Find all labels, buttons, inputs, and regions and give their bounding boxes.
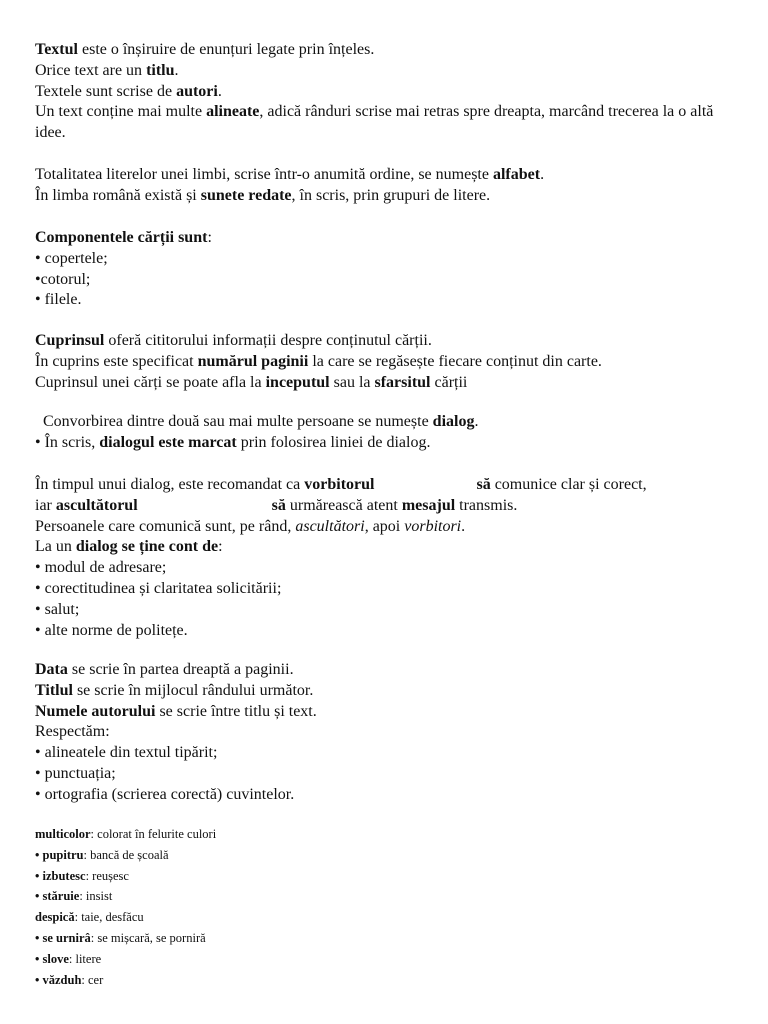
line [35,537,728,558]
glossary-entry [35,971,728,992]
term: să [271,496,286,514]
list-item: • punctuația; [35,764,116,782]
text: . [174,61,179,79]
list-item: • copertele; [35,249,108,267]
text: oferă cititorului informații despre conținutul cărții. [104,332,432,349]
paragraph-book-components [35,228,728,311]
glossary-term: multicolor [35,827,91,841]
text: iar [35,496,56,514]
text: la care se regăsește fiecare conținut din carte. [308,352,602,370]
line [35,61,728,82]
text: Totalitatea literelor unei limbi, scrise într-o anumită ordine, se numește [35,166,493,183]
text: În cuprins este specificat [35,352,198,370]
term: sunete redate [200,186,292,204]
term: ascultătorul [55,496,138,514]
text: Persoanele care comunică sunt, pe rând, [35,517,296,535]
glossary-term: • izbutesc [35,868,86,883]
paragraph-text-definition [35,40,728,144]
glossary-term: • se urnirâ [35,930,91,945]
paragraph-alphabet [35,165,728,207]
glossary-entry [35,846,728,867]
text: se scrie în partea dreaptă a paginii. [67,661,294,678]
term: inceputul [265,373,330,391]
list-item: •cotorul; [35,270,91,288]
glossary-term: • văzduh [35,972,82,987]
text: Un text conține mai multe [35,103,207,121]
line [35,517,728,538]
text: urmărească atent [285,496,402,514]
glossary-definition: : litere [68,951,102,966]
line [35,496,728,517]
text: . [217,82,222,100]
glossary-definition: : colorat în felurite culori [90,827,217,841]
text: , adică rânduri scrise mai retras spre dreapta, marcând trecerea la o altă idee. [35,103,714,142]
list-item: • filele. [35,291,82,309]
text: . [474,413,479,430]
line [35,331,728,352]
text: : [207,229,212,246]
term: vorbitorul [304,476,375,493]
glossary-definition: : se mișcară, se porniră [90,930,206,945]
list-item: • salut; [35,600,80,618]
term: să [476,476,491,493]
term: dialogul este marcat [99,433,237,451]
paragraph-contents [35,331,728,393]
glossary-entry [35,929,728,950]
paragraph-dialog [35,412,728,454]
text: Textele sunt scrise de [35,82,177,100]
glossary-definition: : taie, desfăcu [74,910,144,925]
line [35,165,728,186]
italic-term: vorbitori [404,517,462,535]
glossary-definition: : bancă de școală [83,847,169,862]
term: Data [35,661,68,678]
line [35,352,728,373]
term: alfabet [492,166,541,183]
line [35,373,728,394]
text: se scrie în mijlocul rândului următor. [72,681,314,699]
text: comunice clar și corect, [490,476,647,493]
text: , apoi [364,517,405,535]
glossary-term: • pupitru [35,847,84,862]
line [35,186,728,207]
glossary-definition: : insist [79,889,113,904]
italic-term: ascultători [295,517,365,535]
text: . [461,517,466,535]
text: : [218,538,223,556]
line [35,412,728,433]
term: autori [176,82,218,100]
list-item: • alineatele din textul tipărit; [35,744,218,762]
line: Respectăm: [35,723,110,741]
glossary-term: • stăruie [35,889,80,904]
line [35,102,728,144]
term: numărul paginii [197,352,309,370]
line [35,228,728,249]
list-item: • alte norme de politețe. [35,621,188,639]
text: cărții [430,373,468,391]
line [35,660,728,681]
heading: Componentele cărții sunt [35,229,208,246]
glossary-term: despică [35,910,75,925]
list-item: • modul de adresare; [35,559,167,577]
text: se scrie între titlu și text. [155,702,317,720]
glossary-entry [35,950,728,971]
term: Titlul [35,681,73,699]
glossary-term: • slove [35,951,69,966]
term: titlu [146,61,175,79]
text: transmis. [455,496,518,514]
text: • În scris, [35,433,100,451]
glossary-entry [35,867,728,888]
text: sau la [329,373,375,391]
text: În limba română există și [35,186,201,204]
glossary [35,825,728,991]
text: Orice text are un [35,61,147,79]
term: sfarsitul [374,373,431,391]
glossary-definition: : cer [81,972,104,987]
glossary-entry [35,825,728,846]
term: Textul [35,41,78,58]
line [35,40,728,61]
text: este o înșiruire de enunțuri legate prin înțeles. [77,41,375,58]
glossary-entry [35,908,728,929]
text: La un [35,538,76,556]
term: mesajul [401,496,456,514]
text: Convorbirea dintre două sau mai multe persoane se numește [43,413,433,430]
term: Numele autorului [35,702,156,720]
term: alineate [206,103,260,121]
line [35,475,728,496]
glossary-definition: : reușesc [85,868,129,883]
term: dialog [432,413,475,430]
paragraph-letter-format [35,660,728,806]
term: Cuprinsul [35,332,105,349]
line [35,681,728,702]
paragraph-dialog-rules [35,475,728,641]
text: Cuprinsul unei cărți se poate afla la [35,373,266,391]
line [35,433,728,454]
list-item: • corectitudinea și claritatea solicitării; [35,579,282,597]
text: . [540,166,545,183]
list-item: • ortografia (scrierea corectă) cuvintelor. [35,785,295,803]
text: , în scris, prin grupuri de litere. [291,186,491,204]
line [35,82,728,103]
term: dialog se ține cont de [75,538,219,556]
text: prin folosirea liniei de dialog. [236,433,431,451]
line [35,702,728,723]
text: În timpul unui dialog, este recomandat ca [35,476,305,493]
glossary-entry [35,887,728,908]
